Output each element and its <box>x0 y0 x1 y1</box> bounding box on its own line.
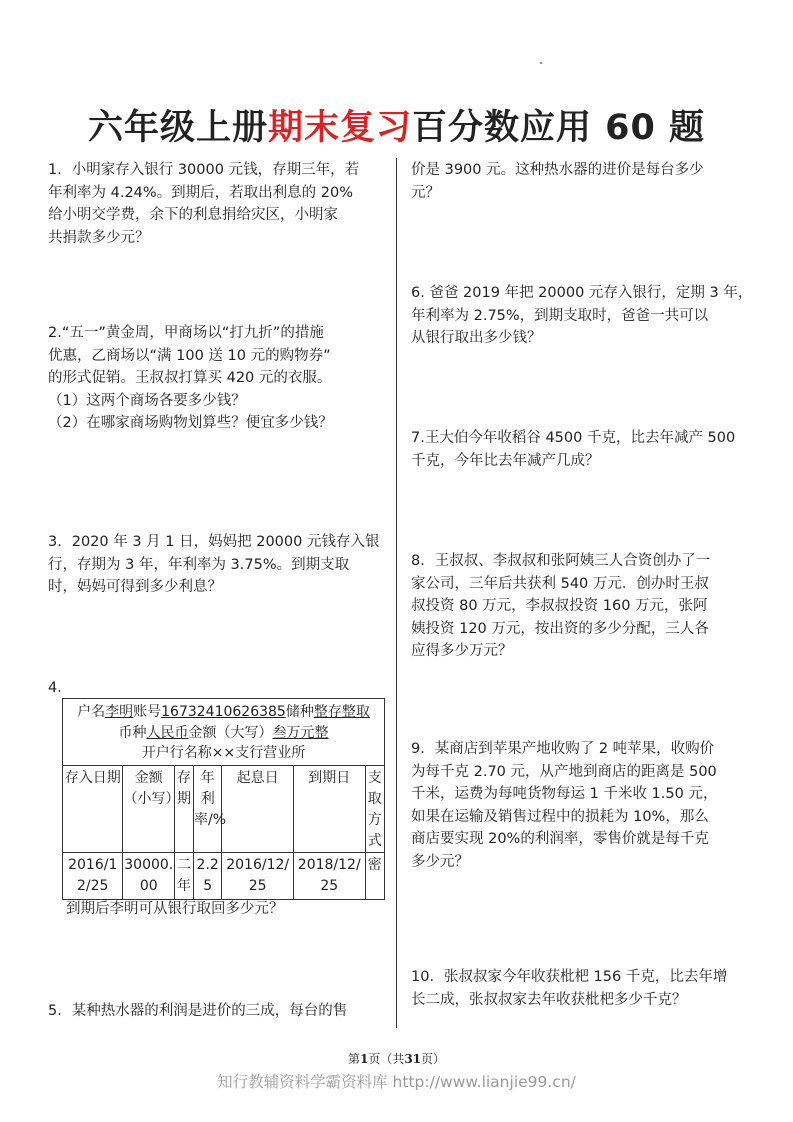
question-2: 2.“五一”黄金周，甲商场以“打九折”的措施 优惠，乙商场以“满 100 送 10 元的购物券” 的形式促销。王叔叔打算买 420 元的衣服。 （1）这两个商场各要多少钱？ （2）在哪家商场购物划算些？便宜多少钱？ <box>48 325 333 432</box>
question-10: 10．张叔叔家今年收获枇杷 156 千克，比去年增 长二成，张叔叔家去年收获枇杷多少千克？ <box>411 969 728 1008</box>
slip-line-3: 开户行名称××支行营业所 <box>141 745 306 761</box>
question-6: 6. 爸爸 2019 年把 20000 元存入银行，定期 3 年， 年利率为 2.75%，到期支取时，爸爸一共可以 从银行取出多少钱？ <box>411 285 753 347</box>
slip-header-row: 存入日期 金额（小写） 存期 年利率/% 起息日 到期日 支取方式 <box>63 766 384 853</box>
question-3: 3．2020 年 3 月 1 日，妈妈把 20000 元钱存入银 行，存期为 3 年，年利率为 3.75%。到期支取 时，妈妈可得到多少利息？ <box>48 534 380 596</box>
question-5-continued: 价是 3900 元。这种热水器的进价是每台多少 元？ <box>411 162 704 201</box>
question-9: 9．某商店到苹果产地收购了 2 吨苹果，收购价 为每千克 2.70 元，从产地到商店的距离是 500 千米，运费为每吨货物每运 1 千米收 1.50 元， 如果在运输及销售过程中的损耗为 10%，那么 商店要实现 20%的利润率，零售价就是每千克 多少元？ <box>411 741 718 870</box>
slip-line-2: 币种人民币金额（大写）叁万元整 <box>118 724 329 741</box>
column-divider <box>396 158 397 1028</box>
page-title <box>0 100 793 150</box>
question-4-text: 到期后李明可从银行取回多少元？ <box>66 901 284 917</box>
page-number: 第1页（共31页） <box>347 1052 446 1066</box>
question-5: 5．某种热水器的利润是进价的三成，每台的售 <box>48 1003 348 1019</box>
title-part1: 六年级上册 <box>87 108 268 148</box>
speck <box>540 62 542 64</box>
slip-table <box>63 766 384 900</box>
question-4-number: 4． <box>48 680 72 696</box>
slip-line-1: 户名李明账号16732410626385储种整存整取 <box>77 704 370 720</box>
question-8: 8．王叔叔、李叔叔和张阿姨三人合资创办了一 家公司，三年后共获利 540 万元．创办时王叔 叔投资 80 万元，李叔叔投资 160 万元，张阿 姨投资 120 万元，按出资的多少分配，三人各 应得多少万元？ <box>411 553 711 660</box>
question-1: 1．小明家存入银行 30000 元钱，存期三年，若 年利率为 4.24%。到期后，若取出利息的 20% 给小明交学费，余下的利息捐给灾区，小明家 共捐款多少元？ <box>48 162 360 246</box>
bank-deposit-slip <box>62 698 385 900</box>
title-highlight: 期末复习 <box>267 108 412 148</box>
slip-data-row: 2016/12/25 30000.00 二年 2.25 2016/12/25 2018/12/25 密 <box>63 853 384 900</box>
slip-header <box>63 699 384 766</box>
title-part2: 百分数应用 60 题 <box>411 108 706 148</box>
source-watermark: 知行教辅资料学霸资料库 http://www.lianjie99.cn/ <box>217 1073 576 1091</box>
question-7: 7.王大伯今年收稻谷 4500 千克，比去年减产 500 千克，今年比去年减产几成？ <box>411 430 736 469</box>
